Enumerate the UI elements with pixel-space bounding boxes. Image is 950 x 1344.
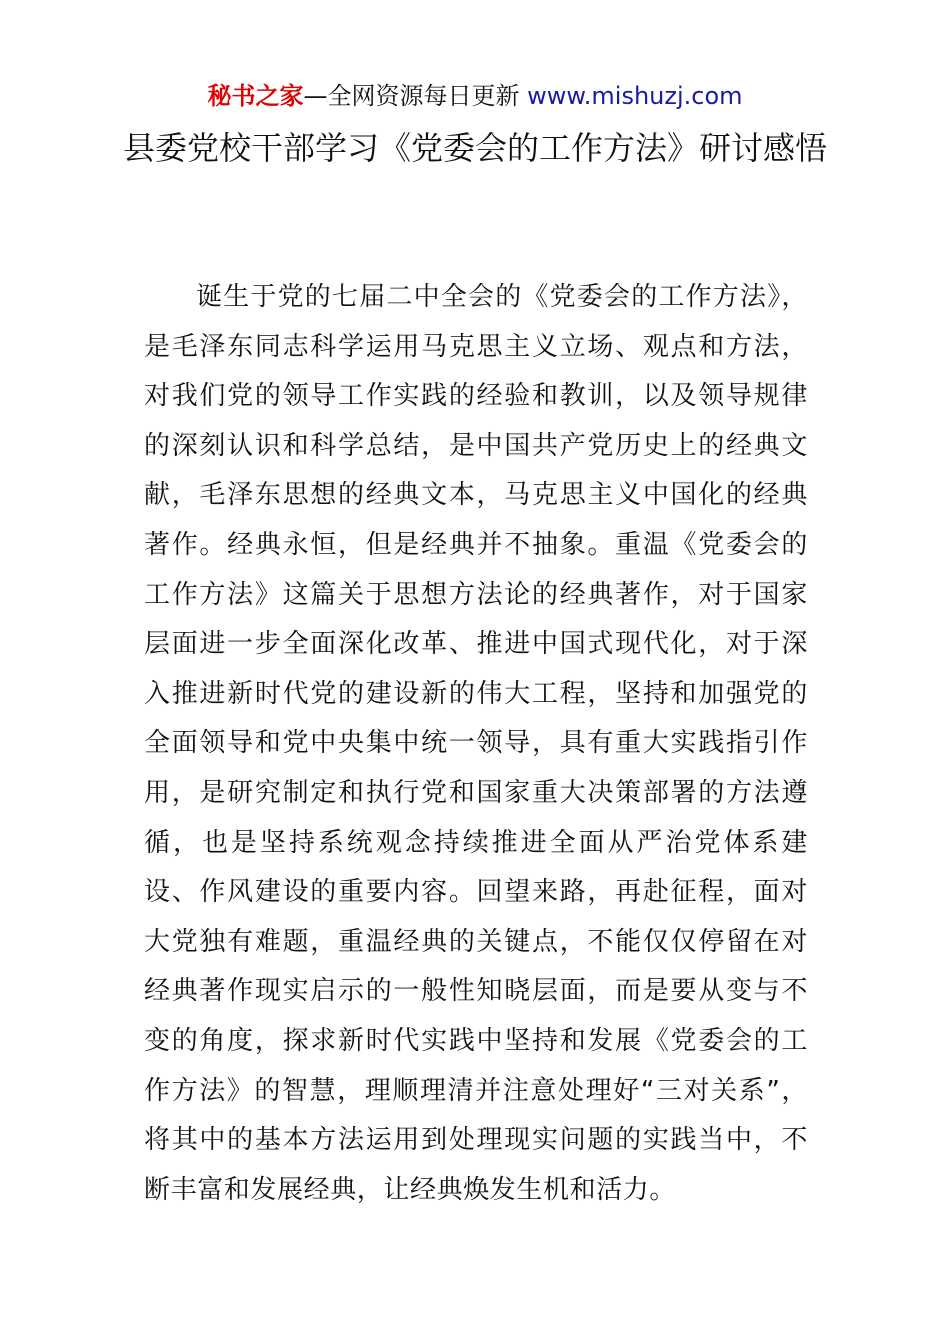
- site-brand: 秘书之家: [207, 82, 304, 110]
- site-tagline: —全网资源每日更新: [303, 82, 520, 110]
- article-paragraph: 诞生于党的七届二中全会的《党委会的工作方法》，是毛泽东同志科学运用马克思主义立场、观点和方法，对我们党的领导工作实践的经验和教训，以及领导规律的深刻认识和科学总结，是中国共产党历史上的经典文献，毛泽东思想的经典文本，马克思主义中国化的经典著作。经典永恒，但是经典并不抽象。重温《党委会的工作方法》这篇关于思想方法论的经典著作，对于国家层面进一步全面深化改革、推进中国式现代化，对于深入推进新时代党的建设新的伟大工程，坚持和加强党的全面领导和党中央集中统一领导，具有重大实践指引作用，是研究制定和执行党和国家重大决策部署的方法遵循，也是坚持系统观念持续推进全面从严治党体系建设、作风建设的重要内容。回望来路，再赴征程，面对大党独有难题，重温经典的关键点，不能仅仅停留在对经典著作现实启示的一般性知晓层面，而是要从变与不变的角度，探求新时代实践中坚持和发展《党委会的工作方法》的智慧，理顺理清并注意处理好“三对关系”，将其中的基本方法运用到处理现实问题的实践当中，不断丰富和发展经典，让经典焕发生机和活力。: [144, 282, 808, 1205]
- site-url-link[interactable]: www.mishuzj.com: [527, 82, 743, 110]
- site-header: [0, 80, 950, 112]
- document-title: 县委党校干部学习《党委会的工作方法》研讨感悟: [122, 129, 827, 167]
